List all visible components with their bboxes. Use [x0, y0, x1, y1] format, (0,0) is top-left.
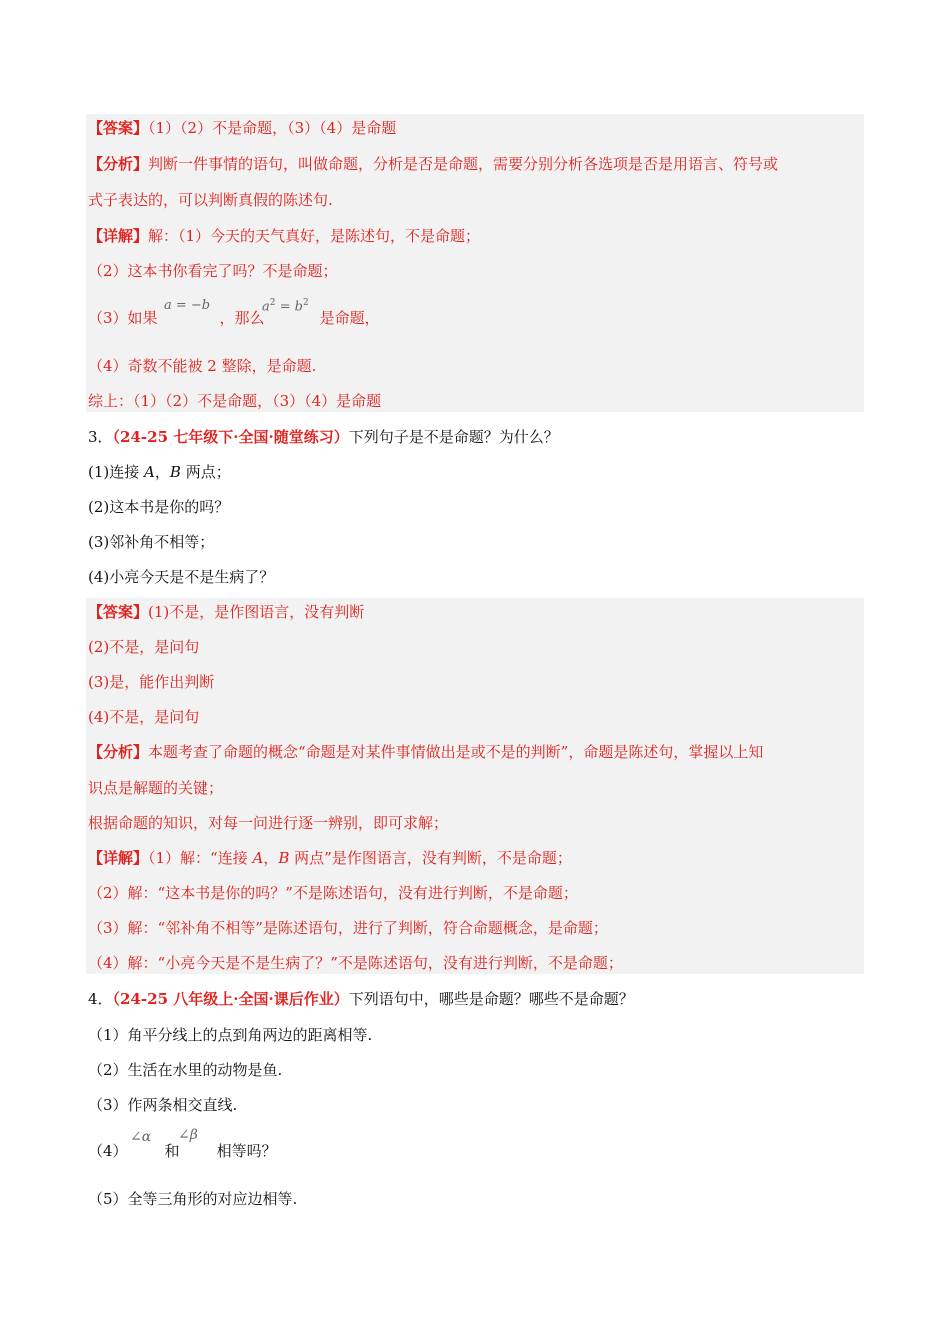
- detail-1b: 两点”是作图语言，没有判断，不是命题；: [289, 849, 572, 867]
- point-a: A: [252, 849, 264, 867]
- q4-item-4-c: 相等吗？: [216, 1142, 277, 1160]
- sep: ，: [263, 849, 279, 867]
- q3-source: （24-25 七年级下·全国·随堂练习）: [112, 428, 349, 446]
- q3-item-1-text: (1)连接: [88, 463, 145, 481]
- point-b: B: [278, 849, 290, 867]
- q3-answer-2: (2)不是，是问句: [88, 638, 200, 656]
- q4-item-4: [88, 1141, 277, 1161]
- answer-text: （1）（2）不是命题，（3）（4）是命题: [148, 119, 397, 137]
- detail-tag: 【详解】: [88, 849, 149, 867]
- q4-item-1: （1）角平分线上的点到角两边的距离相等.: [88, 1026, 373, 1044]
- detail-tag: 【详解】: [88, 227, 149, 245]
- q3-analysis-line-3: 根据命题的知识，对每一问进行逐一辨别，即可求解；: [88, 814, 449, 832]
- q4-number: 4．: [88, 990, 113, 1008]
- q3-item-1: [88, 462, 231, 482]
- q3-item-1-tail: 两点；: [180, 463, 231, 481]
- q3-detail-line-3: （3）解：“邻补角不相等”是陈述语句，进行了判断，符合命题概念，是命题；: [88, 919, 608, 937]
- q3-number: 3．: [88, 428, 113, 446]
- q3-item-2: (2)这本书是你的吗？: [88, 498, 230, 516]
- math-angle-alpha: ∠α: [130, 1129, 152, 1145]
- q3-stem-text: 下列句子是不是命题？为什么？: [348, 428, 559, 446]
- q4-stem: [88, 989, 634, 1009]
- q4-item-4-b: 和: [164, 1142, 180, 1160]
- point-b: B: [169, 463, 181, 481]
- analysis-tag: 【分析】: [88, 155, 149, 173]
- math-eq-b: = b: [275, 299, 303, 315]
- q2-analysis-line-1: [88, 154, 778, 174]
- q4-stem-text: 下列语句中，哪些是命题？哪些不是命题？: [348, 990, 634, 1008]
- math-a-equals-neg-b: a = −b: [164, 298, 211, 313]
- detail-line3-part-c: 是命题，: [319, 309, 380, 327]
- q4-source: （24-25 八年级上·全国·课后作业）: [112, 990, 349, 1008]
- detail-line3-part-b: ，那么: [219, 309, 265, 327]
- q2-detail-line-1: [88, 226, 480, 246]
- sep: ，: [154, 463, 170, 481]
- q2-summary: 综上：（1）（2）不是命题，（3）（4）是命题: [88, 392, 382, 410]
- q2-detail-line-4: （4）奇数不能被 2 整除，是命题.: [88, 357, 317, 375]
- q3-detail-line-1: [88, 848, 572, 868]
- answer-tag: 【答案】: [88, 603, 149, 621]
- q2-answer-line: [88, 118, 396, 138]
- point-a: A: [144, 463, 155, 481]
- answer-tag: 【答案】: [88, 119, 149, 137]
- math-angle-beta: ∠β: [178, 1127, 198, 1143]
- q3-item-3: (3)邻补角不相等；: [88, 533, 215, 551]
- q3-answer-3: (3)是，能作出判断: [88, 673, 215, 691]
- q2-analysis-line-2: 式子表达的，可以判断真假的陈述句.: [88, 191, 333, 209]
- analysis-tag: 【分析】: [88, 743, 149, 761]
- q3-analysis-line-2: 识点是解题的关键；: [88, 779, 224, 797]
- q3-answer-4: (4)不是，是问句: [88, 708, 200, 726]
- q4-item-2: （2）生活在水里的动物是鱼.: [88, 1061, 283, 1079]
- math-a2-equals-b2: [262, 298, 309, 314]
- math-sup-2: 2: [302, 298, 309, 308]
- detail-line3-part-a: （3）如果: [88, 309, 158, 327]
- q3-answer-line-1: [88, 602, 364, 622]
- q3-analysis-line-1: [88, 742, 763, 762]
- q3-item-4: (4)小亮今天是不是生病了？: [88, 568, 275, 586]
- math-a: a: [262, 299, 270, 315]
- answer-1: (1)不是，是作图语言，没有判断: [148, 603, 365, 621]
- q4-item-5: （5）全等三角形的对应边相等.: [88, 1190, 298, 1208]
- analysis-text: 判断一件事情的语句，叫做命题，分析是否是命题，需要分别分析各选项是否是用语言、符号或: [148, 155, 779, 173]
- analysis-text: 本题考查了命题的概念“命题是对某件事情做出是或不是的判断”，命题是陈述句，掌握以上知: [148, 743, 764, 761]
- q4-item-4-a: （4）: [88, 1142, 128, 1160]
- math-sup-1: 2: [269, 298, 276, 308]
- detail-1a: （1）解：“连接: [148, 849, 253, 867]
- q3-stem: [88, 427, 559, 447]
- detail-text: 解：（1）今天的天气真好，是陈述句，不是命题；: [148, 227, 481, 245]
- q3-detail-line-4: （4）解：“小亮今天是不是生病了？”不是陈述语句，没有进行判断，不是命题；: [88, 954, 623, 972]
- q3-detail-line-2: （2）解：“这本书是你的吗？”不是陈述语句，没有进行判断，不是命题；: [88, 884, 578, 902]
- q2-detail-line-2: （2）这本书你看完了吗？不是命题；: [88, 262, 338, 280]
- q4-item-3: （3）作两条相交直线.: [88, 1096, 238, 1114]
- q2-detail-line-3: [88, 308, 380, 328]
